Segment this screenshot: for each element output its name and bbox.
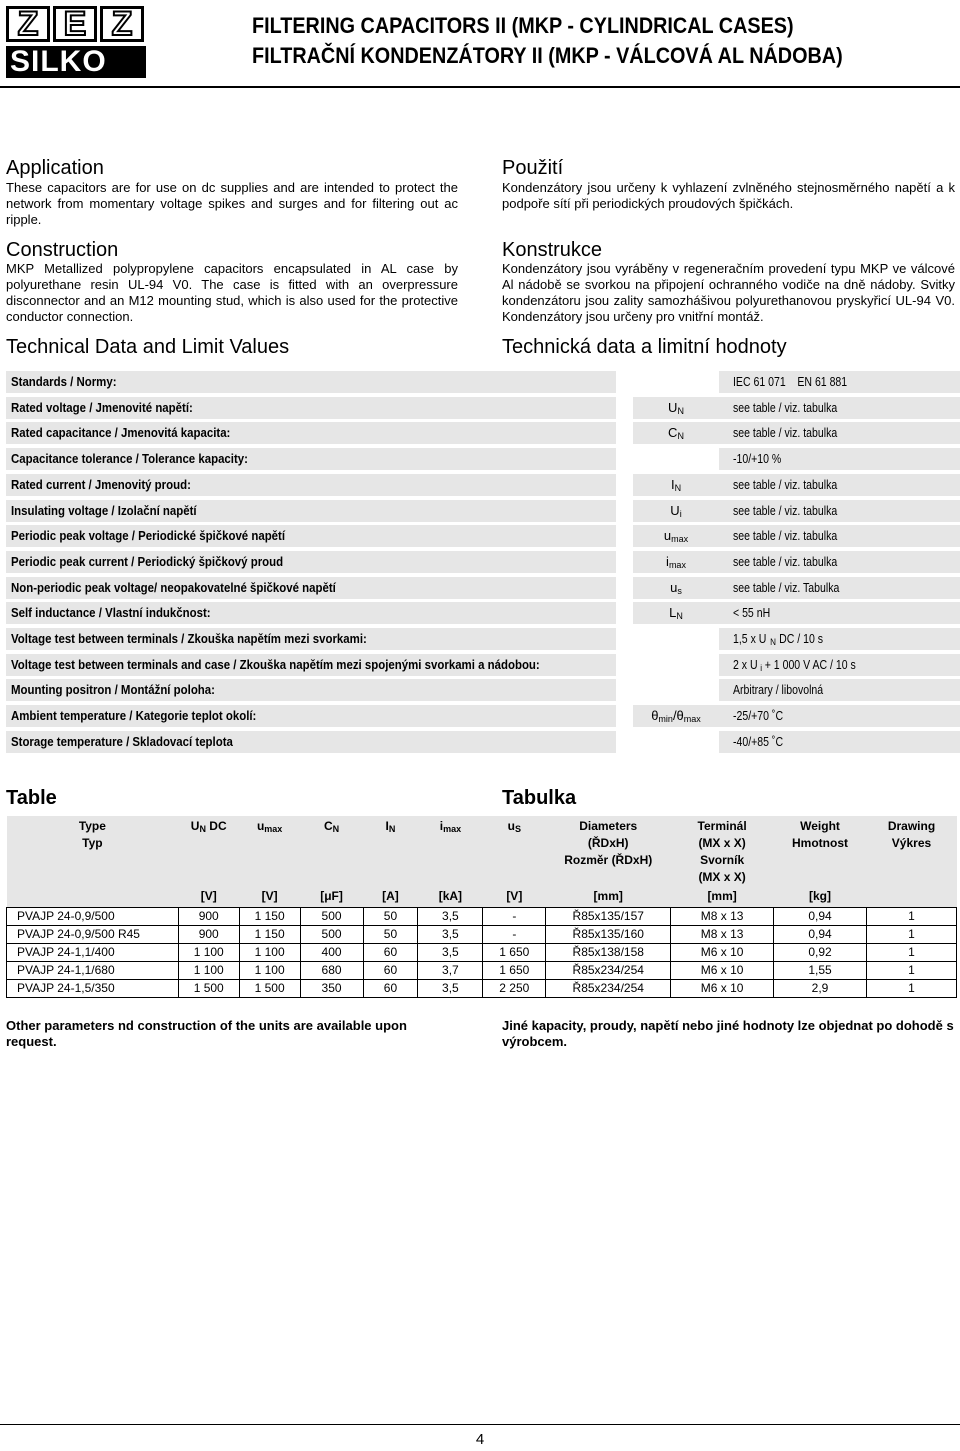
header-main-text: Type xyxy=(78,819,106,833)
header-sub: max xyxy=(443,824,462,834)
table-cell: M6 x 10 xyxy=(671,962,774,980)
column-header xyxy=(774,816,867,888)
column-unit: [mm] xyxy=(671,888,774,908)
symbol-main: L xyxy=(669,605,677,621)
techdata-label-text: Storage temperature / Skladovací teplota xyxy=(11,733,233,749)
header-main xyxy=(302,818,361,838)
header-main xyxy=(776,818,865,835)
techdata-label-text: Ambient temperature / Kategorie teplot okolí: xyxy=(11,708,257,724)
table-cell: M6 x 10 xyxy=(671,980,774,998)
table-cell: 1 100 xyxy=(178,962,239,980)
table-cell: Ř85x234/254 xyxy=(546,980,671,998)
table-cell: 680 xyxy=(300,962,363,980)
techdata-row xyxy=(6,525,957,547)
column-unit: [V] xyxy=(483,888,546,908)
header-main-text: Terminál xyxy=(697,819,747,833)
column-unit: [mm] xyxy=(546,888,671,908)
techdata-value xyxy=(719,525,960,547)
techdata-label xyxy=(6,448,616,470)
techdata-value-wrap xyxy=(733,474,849,496)
techdata-label xyxy=(6,525,616,547)
techdata-label-text: Rated current / Jmenovitý proud: xyxy=(11,476,191,492)
techdata-symbol xyxy=(633,422,719,444)
header-main xyxy=(241,818,298,838)
header-line: (MX x X) xyxy=(698,836,746,850)
techdata-label xyxy=(6,500,616,522)
value-text: -25/+70 ˚C xyxy=(733,708,784,724)
symbol-main: u xyxy=(663,528,672,544)
techdata-label xyxy=(6,654,616,676)
techdata-value xyxy=(719,602,960,624)
symbol-sub: min xyxy=(658,714,673,725)
techdata-value-wrap xyxy=(733,551,849,573)
techdata-value-wrap xyxy=(733,628,828,653)
page-header xyxy=(252,14,843,74)
symbol-sub: N xyxy=(674,482,682,493)
symbol-sub: i xyxy=(679,508,682,519)
value-text: see table / viz. tabulka xyxy=(733,528,838,544)
table-cell: M8 x 13 xyxy=(671,926,774,944)
cell-type: PVAJP 24-0,9/500 xyxy=(7,908,179,926)
header-sub: N xyxy=(332,824,340,834)
header-main xyxy=(420,818,481,838)
header-main xyxy=(548,818,669,835)
company-logo xyxy=(6,6,146,82)
column-unit xyxy=(866,888,956,908)
symbol-sub: N xyxy=(677,431,684,442)
table-cell: 60 xyxy=(363,980,418,998)
header-line: (ŘDxH) xyxy=(587,836,629,850)
cell-type: PVAJP 24-1,5/350 xyxy=(7,980,179,998)
techdata-value-wrap xyxy=(733,602,774,624)
construction-text: MKP Metallized polypropylene capacitors encapsulated in AL case by polyurethane resin UL-94 V0. The case is fitted with an overpressure disconnector and an M12 mounting stud, which is also used for the protective conductor connection. xyxy=(6,261,458,324)
techdata-row xyxy=(6,371,957,393)
techdata-label xyxy=(6,551,616,573)
table-heading-en: Table xyxy=(6,787,57,809)
konstrukce-text: Kondenzátory jsou vyráběny v regeneračním provedení typu MKP ve válcové Al nádobě se svorkou na připojení ochranného vodiče na dně nádoby. Svitky kondenzátoru jsou zality samozhášivou polyurethanovou pryskyřicí UL-94 V0. Kondenzátory jsou určeny pro vnitřní montáž. xyxy=(502,261,955,324)
techdata-label-text: Non-periodic peak voltage/ neopakovatelné špičkové napětí xyxy=(11,579,336,595)
table-cell: M6 x 10 xyxy=(671,944,774,962)
table-cell: 50 xyxy=(363,926,418,944)
symbol-main-2: /θ xyxy=(672,708,684,724)
header-main xyxy=(9,818,177,835)
techdata-label xyxy=(6,705,616,727)
techdata-row xyxy=(6,602,957,624)
techdata-label xyxy=(6,628,616,650)
value-text: Arbitrary / libovolná xyxy=(733,682,824,698)
table-cell: 2 250 xyxy=(483,980,546,998)
symbol-sub-2: max xyxy=(683,714,701,725)
table-header-row xyxy=(7,816,957,888)
header-main xyxy=(365,818,416,838)
column-unit: [μF] xyxy=(300,888,363,908)
symbol-sub: N xyxy=(676,611,683,622)
techdata-value-wrap xyxy=(733,679,833,701)
table-row xyxy=(7,962,957,980)
symbol-main: U xyxy=(668,399,678,415)
techdata-value xyxy=(719,448,960,470)
value-text: see table / viz. tabulka xyxy=(733,476,838,492)
table-cell: 1 650 xyxy=(483,944,546,962)
table-row xyxy=(7,980,957,998)
techdata-label-text: Insulating voltage / Izolační napětí xyxy=(11,502,197,518)
techdata-value-wrap xyxy=(733,422,849,444)
column-header xyxy=(546,816,671,888)
techdata-value xyxy=(719,551,960,573)
techdata-label-text: Rated voltage / Jmenovité napětí: xyxy=(11,399,193,415)
table-cell: 500 xyxy=(300,908,363,926)
column-header xyxy=(300,816,363,888)
techdata-label xyxy=(6,602,616,624)
table-cell: 1 xyxy=(866,926,956,944)
symbol-sub: N xyxy=(677,405,684,416)
techdata-value xyxy=(719,731,960,753)
value-text: see table / viz. tabulka xyxy=(733,399,838,415)
techdata-value xyxy=(719,474,960,496)
symbol-main: θ xyxy=(651,708,659,724)
table-cell: 1 100 xyxy=(239,962,300,980)
techdata-label-text: Standards / Normy: xyxy=(11,374,117,389)
symbol-main: i xyxy=(666,553,669,569)
header-main-text: i xyxy=(439,819,444,833)
header-title-cz: FILTRAČNÍ KONDENZÁTORY II (MKP - VÁLCOVÁ AL NÁDOBA) xyxy=(252,43,843,69)
value-text: 1,5 x U xyxy=(733,631,767,646)
techdata-value xyxy=(719,654,960,676)
header-line: Hmotnost xyxy=(792,836,849,850)
techdata-row xyxy=(6,448,957,470)
techdata-symbol xyxy=(633,602,719,624)
header-sub: max xyxy=(264,824,283,834)
header-sub: N xyxy=(388,824,396,834)
table-cell: 1 650 xyxy=(483,962,546,980)
symbol-sub: max xyxy=(668,559,686,570)
table-cell: 2,9 xyxy=(774,980,867,998)
table-cell: 0,94 xyxy=(774,926,867,944)
footer-note-en: Other parameters nd construction of the units are available upon request. xyxy=(6,1018,407,1049)
cell-type: PVAJP 24-1,1/400 xyxy=(7,944,179,962)
value-sub: i xyxy=(760,662,763,673)
techdata-label xyxy=(6,371,616,393)
table-cell: 60 xyxy=(363,944,418,962)
application-text: These capacitors are for use on dc supplies and are intended to protect the network from momentary voltage spikes and surges and for filtering out ac ripple. xyxy=(6,180,458,227)
techdata-heading: Technical Data and Limit Values xyxy=(6,336,290,358)
techdata-value-wrap xyxy=(733,500,849,522)
header-sub: N xyxy=(199,824,206,834)
cell-type: PVAJP 24-1,1/680 xyxy=(7,962,179,980)
techdata-label-text: Mounting positron / Montážní poloha: xyxy=(11,682,215,698)
table-cell: - xyxy=(483,908,546,926)
techdata-value xyxy=(719,705,960,727)
header-main-text: u xyxy=(507,819,515,833)
techdata-symbol xyxy=(633,628,719,650)
techdata-row xyxy=(6,705,957,727)
value-text: IEC 61 071 EN 61 881 xyxy=(733,374,848,389)
table-cell: 3,5 xyxy=(418,944,483,962)
techdata-label xyxy=(6,679,616,701)
table-cell: 1 500 xyxy=(178,980,239,998)
column-unit: [kA] xyxy=(418,888,483,908)
column-unit: [V] xyxy=(178,888,239,908)
value-tail: DC / 10 s xyxy=(775,631,823,646)
techdata-value xyxy=(719,628,960,650)
header-main-text: Drawing xyxy=(887,819,936,833)
techdata-value-wrap xyxy=(733,371,860,393)
techdata-row xyxy=(6,500,957,522)
value-tail: + 1 000 V AC / 10 s xyxy=(762,656,857,672)
column-header xyxy=(418,816,483,888)
header-main-text: u xyxy=(256,819,265,833)
techdata-symbol xyxy=(633,500,719,522)
table-heading-cz: Tabulka xyxy=(502,787,577,809)
header-main xyxy=(673,818,772,835)
table-unit-row xyxy=(7,888,957,908)
table-cell: 3,5 xyxy=(418,980,483,998)
symbol-sub: s xyxy=(677,585,682,596)
techdata-label-text: Capacitance tolerance / Tolerance kapacity: xyxy=(11,451,248,467)
table-cell: 1,55 xyxy=(774,962,867,980)
table-cell: 3,5 xyxy=(418,908,483,926)
column-header xyxy=(178,816,239,888)
techdata-value-wrap xyxy=(733,731,789,753)
table-cell: 3,5 xyxy=(418,926,483,944)
techdata-symbol xyxy=(633,525,719,547)
column-unit: [A] xyxy=(363,888,418,908)
techdata-row xyxy=(6,551,957,573)
logo-zez: Z E Z xyxy=(6,6,146,42)
header-title-en: FILTERING CAPACITORS II (MKP - CYLINDRICAL CASES) xyxy=(252,13,794,38)
technicka-data-heading: Technická data a limitní hodnoty xyxy=(502,336,787,358)
table-cell: 60 xyxy=(363,962,418,980)
table-cell: 3,7 xyxy=(418,962,483,980)
techdata-label xyxy=(6,474,616,496)
techdata-symbol xyxy=(633,654,719,676)
techdata-label-text: Periodic peak voltage / Periodické špičkové napětí xyxy=(11,528,286,544)
value-text: see table / viz. Tabulka xyxy=(733,579,840,595)
techdata-symbol xyxy=(633,577,719,599)
techdata-label-text: Voltage test between terminals and case / Zkouška napětím mezi spojenými svorkami a nádobou: xyxy=(11,656,540,672)
table-cell: 1 150 xyxy=(239,926,300,944)
footer-note-cz: Jiné kapacity, proudy, napětí nebo jiné hodnoty lze objednat po dohodě s výrobcem. xyxy=(502,1018,954,1049)
symbol-main: u xyxy=(670,579,678,595)
techdata-symbol xyxy=(633,731,719,753)
column-header xyxy=(363,816,418,888)
techdata-value xyxy=(719,397,960,419)
pouziti-text: Kondenzátory jsou určeny k vyhlazení zvlněného stejnosměrného napětí a k podpoře sítí při periodických proudových špičkách. xyxy=(502,180,955,211)
techdata-row xyxy=(6,731,957,753)
value-sub: N xyxy=(770,637,776,647)
table-cell: 500 xyxy=(300,926,363,944)
header-line: Svorník xyxy=(700,853,745,867)
cell-type: PVAJP 24-0,9/500 R45 xyxy=(7,926,179,944)
techdata-row xyxy=(6,577,957,599)
techdata-value-wrap xyxy=(733,525,849,547)
page-number: 4 xyxy=(475,1431,485,1448)
logo-silko: SILKO xyxy=(6,46,146,78)
header-main-text: U xyxy=(190,819,200,833)
techdata-label xyxy=(6,577,616,599)
table-cell: M8 x 13 xyxy=(671,908,774,926)
construction-heading: Construction xyxy=(6,239,119,261)
konstrukce-heading: Konstrukce xyxy=(502,239,603,261)
table-cell: 0,92 xyxy=(774,944,867,962)
techdata-value xyxy=(719,371,960,393)
table-cell: 1 xyxy=(866,962,956,980)
techdata-label-text: Voltage test between terminals / Zkouška napětím mezi svorkami: xyxy=(11,631,367,646)
header-main-text: Weight xyxy=(800,819,840,833)
column-header xyxy=(671,816,774,888)
header-main-text: I xyxy=(385,819,389,833)
header-line: Typ xyxy=(82,836,103,850)
header-main xyxy=(868,818,954,835)
table-cell: 1 100 xyxy=(239,944,300,962)
techdata-symbol xyxy=(633,448,719,470)
table-cell: 1 150 xyxy=(239,908,300,926)
header-sub: S xyxy=(514,824,521,834)
column-unit xyxy=(7,888,179,908)
header-line: Výkres xyxy=(891,836,932,850)
techdata-symbol xyxy=(633,474,719,496)
header-main xyxy=(485,818,544,838)
column-header xyxy=(483,816,546,888)
techdata-symbol xyxy=(633,371,719,393)
product-table xyxy=(6,816,957,998)
table-cell: 350 xyxy=(300,980,363,998)
value-text: -40/+85 ˚C xyxy=(733,733,784,749)
table-cell: 1 500 xyxy=(239,980,300,998)
table-cell: 50 xyxy=(363,908,418,926)
techdata-label xyxy=(6,397,616,419)
table-row xyxy=(7,944,957,962)
column-header xyxy=(239,816,300,888)
table-cell: 900 xyxy=(178,908,239,926)
table-cell: 0,94 xyxy=(774,908,867,926)
techdata-value-wrap xyxy=(733,397,849,419)
value-text: -10/+10 % xyxy=(733,451,782,467)
header-main-text: C xyxy=(323,819,333,833)
techdata-value-wrap xyxy=(733,448,787,470)
techdata-value xyxy=(719,679,960,701)
techdata-label xyxy=(6,731,616,753)
value-text: < 55 nH xyxy=(733,605,771,621)
table-row xyxy=(7,926,957,944)
column-unit: [V] xyxy=(239,888,300,908)
table-cell: 1 100 xyxy=(178,944,239,962)
symbol-sub: max xyxy=(671,534,689,545)
footer-rule xyxy=(0,1424,960,1425)
table-cell: 1 xyxy=(866,908,956,926)
techdata-label-text: Self inductance / Vlastní indukčnost: xyxy=(11,605,211,621)
techdata-label xyxy=(6,422,616,444)
pouziti-heading: Použití xyxy=(502,157,564,179)
techdata-symbol xyxy=(633,705,719,727)
techdata-row xyxy=(6,422,957,444)
header-line: Rozměr (ŘDxH) xyxy=(564,853,653,867)
value-text: see table / viz. tabulka xyxy=(733,425,838,441)
techdata-value-wrap xyxy=(733,654,867,679)
value-text: see table / viz. tabulka xyxy=(733,502,838,518)
symbol-main: I xyxy=(670,476,675,492)
symbol-main: C xyxy=(668,425,678,441)
techdata-symbol xyxy=(633,397,719,419)
table-cell: 400 xyxy=(300,944,363,962)
techdata-label-text: Periodic peak current / Periodický špičkový proud xyxy=(11,553,284,569)
table-cell: Ř85x135/157 xyxy=(546,908,671,926)
techdata-row xyxy=(6,679,957,701)
techdata-value xyxy=(719,577,960,599)
table-cell: - xyxy=(483,926,546,944)
techdata-value-wrap xyxy=(733,705,789,727)
table-cell: Ř85x138/158 xyxy=(546,944,671,962)
table-cell: Ř85x234/254 xyxy=(546,962,671,980)
table-cell: 1 xyxy=(866,980,956,998)
techdata-row xyxy=(6,654,957,676)
table-cell: 900 xyxy=(178,926,239,944)
symbol-main: U xyxy=(670,502,680,518)
header-main xyxy=(180,818,237,838)
column-header xyxy=(7,816,179,888)
value-text: see table / viz. tabulka xyxy=(733,553,838,569)
header-line: (MX x X) xyxy=(698,870,746,884)
techdata-row xyxy=(6,397,957,419)
techdata-value-wrap xyxy=(733,577,851,599)
table-cell: Ř85x135/160 xyxy=(546,926,671,944)
techdata-row xyxy=(6,474,957,496)
techdata-symbol xyxy=(633,551,719,573)
value-text: 2 x U xyxy=(733,656,758,672)
column-header xyxy=(866,816,956,888)
column-unit: [kg] xyxy=(774,888,867,908)
techdata-label-text: Rated capacitance / Jmenovitá kapacita: xyxy=(11,425,231,441)
header-rule xyxy=(0,86,960,88)
techdata-row xyxy=(6,628,957,650)
header-main-text: Diameters xyxy=(579,819,638,833)
techdata-symbol xyxy=(633,679,719,701)
techdata-value xyxy=(719,422,960,444)
header-tail: DC xyxy=(205,819,227,833)
application-heading: Application xyxy=(6,157,104,179)
table-cell: 1 xyxy=(866,944,956,962)
techdata-value xyxy=(719,500,960,522)
table-row xyxy=(7,908,957,926)
